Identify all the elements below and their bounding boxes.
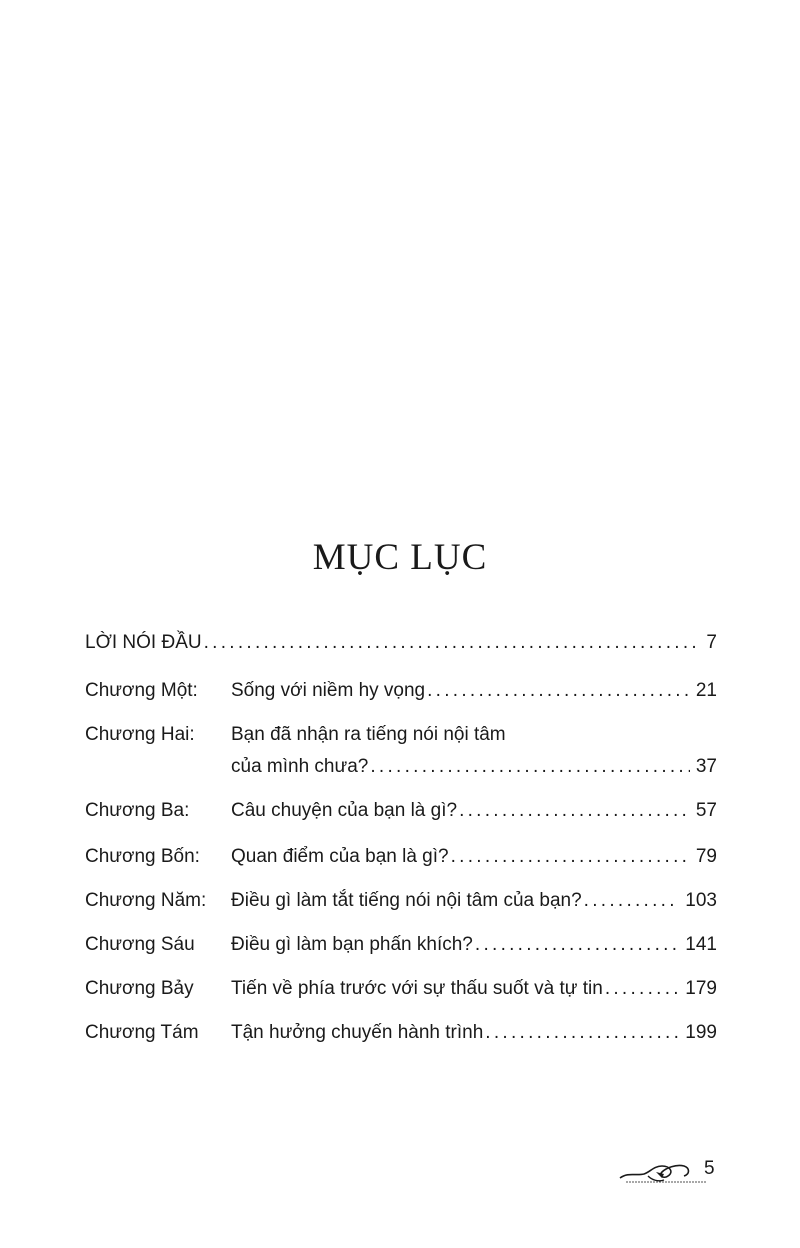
toc-entry-label: Chương Sáu bbox=[85, 934, 195, 955]
toc-entry-label: LỜI NÓI ĐẦU bbox=[85, 632, 202, 653]
toc-entry-title-line1: Bạn đã nhận ra tiếng nói nội tâm bbox=[231, 724, 506, 745]
toc-entry-title: của mình chưa? bbox=[231, 756, 369, 777]
toc-entry-chapter-8[interactable] bbox=[85, 1020, 717, 1046]
page-title: MỤC LỤC bbox=[312, 537, 488, 578]
toc-entry-chapter-2[interactable] bbox=[85, 722, 717, 748]
toc-entry-title: Câu chuyện của bạn là gì? bbox=[231, 800, 458, 821]
toc-entry-page: 103 bbox=[685, 890, 717, 911]
dot-leader bbox=[204, 630, 701, 656]
page-number: 5 bbox=[704, 1158, 715, 1179]
toc-entry-page: 7 bbox=[706, 632, 717, 653]
toc-entry-chapter-7[interactable] bbox=[85, 976, 717, 1002]
toc-entry-title: Điều gì làm bạn phấn khích? bbox=[231, 934, 473, 955]
dot-leader bbox=[451, 844, 690, 870]
toc-entry-chapter-6[interactable] bbox=[85, 932, 717, 958]
toc-entry-title: Tận hưởng chuyến hành trình bbox=[231, 1022, 484, 1043]
toc-entry-chapter-5[interactable] bbox=[85, 888, 717, 914]
dot-leader bbox=[427, 678, 690, 704]
dot-leader bbox=[370, 754, 690, 780]
toc-entry-title: Quan điểm của bạn là gì? bbox=[231, 846, 449, 867]
toc-entry-chapter-4[interactable] bbox=[85, 844, 717, 870]
toc-entry-title: Sống với niềm hy vọng bbox=[231, 680, 426, 701]
dot-leader bbox=[475, 932, 679, 958]
toc-entry-page: 57 bbox=[695, 800, 717, 821]
dot-leader bbox=[584, 888, 680, 914]
dot-leader bbox=[485, 1020, 679, 1046]
toc-entry-label: Chương Bảy bbox=[85, 978, 194, 999]
dot-leader bbox=[605, 976, 679, 1002]
toc-entry-label: Chương Một: bbox=[85, 680, 198, 701]
toc-entry-chapter-1[interactable] bbox=[85, 678, 717, 704]
toc-entry-title: Tiến về phía trước với sự thấu suốt và tự tin bbox=[231, 978, 603, 999]
toc-entry-page: 79 bbox=[695, 846, 717, 867]
toc-entry-page: 179 bbox=[685, 978, 717, 999]
toc-entry-title: Điều gì làm tắt tiếng nói nội tâm của bạn? bbox=[231, 890, 582, 911]
toc-entry-page: 21 bbox=[695, 680, 717, 701]
toc-entry-page: 141 bbox=[685, 934, 717, 955]
toc-entry-page: 37 bbox=[695, 756, 717, 777]
flourish-icon bbox=[618, 1152, 708, 1188]
toc-entry-foreword[interactable] bbox=[85, 630, 717, 656]
toc-entry-label: Chương Tám bbox=[85, 1022, 199, 1043]
toc-entry-chapter-3[interactable] bbox=[85, 798, 717, 824]
toc-entry-page: 199 bbox=[685, 1022, 717, 1043]
toc-entry-label: Chương Năm: bbox=[85, 890, 207, 911]
toc-entry-label: Chương Ba: bbox=[85, 800, 190, 821]
dot-leader bbox=[459, 798, 690, 824]
toc-entry-label: Chương Hai: bbox=[85, 724, 195, 745]
toc-entry-label: Chương Bốn: bbox=[85, 846, 200, 867]
toc-entry-chapter-2-cont[interactable] bbox=[231, 754, 717, 780]
